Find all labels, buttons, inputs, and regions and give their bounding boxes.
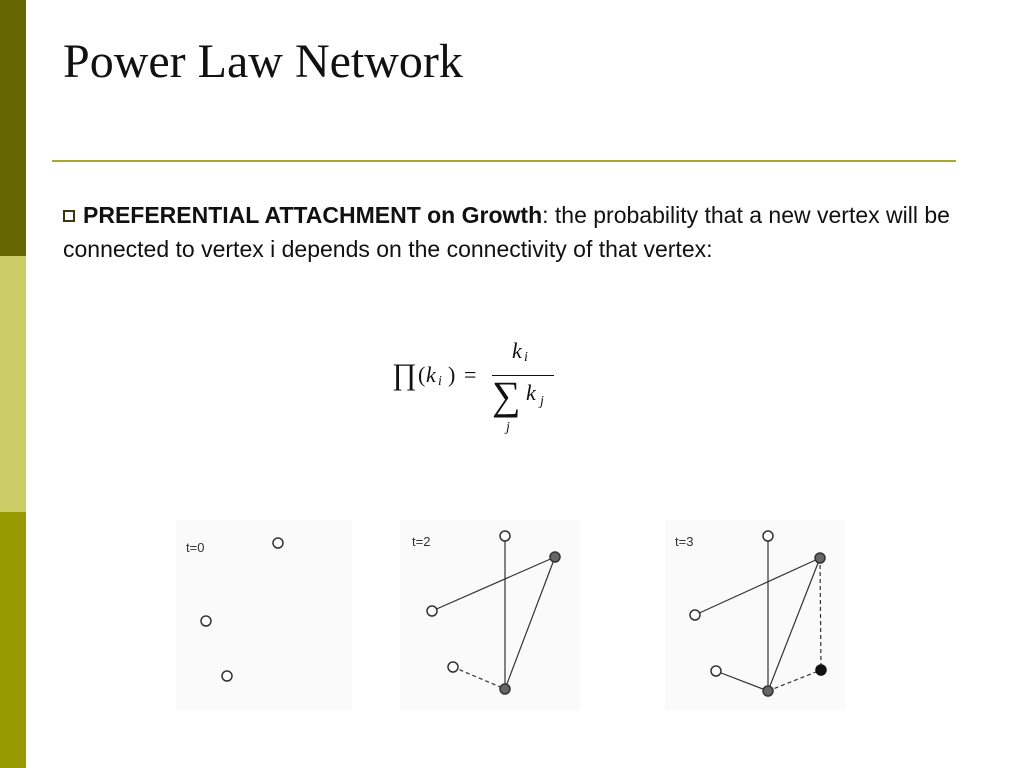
node-open [222, 671, 232, 681]
edge-dashed [453, 667, 505, 689]
node-open [448, 662, 458, 672]
formula-numerator-sub: i [524, 350, 528, 365]
node-filled [550, 552, 560, 562]
formula-denominator-sub: j [540, 394, 544, 409]
sidebar-dark-band [0, 0, 26, 256]
diagram-label-t0: t=0 [186, 540, 205, 555]
node-open [500, 531, 510, 541]
formula-numerator-var: k [512, 338, 522, 363]
sidebar-mid-band [0, 512, 26, 768]
formula-lhs-sub: i [438, 374, 442, 389]
formula-product-symbol: ∏ [392, 358, 417, 391]
diagram-label-t3: t=3 [675, 534, 694, 549]
formula-close-paren: ) [448, 362, 456, 387]
network-diagram-t3 [665, 520, 845, 710]
node-open [690, 610, 700, 620]
bullet-bold-text: PREFERENTIAL ATTACHMENT on Growth [83, 202, 543, 228]
slide-title: Power Law Network [63, 35, 463, 88]
formula-denominator-var: k [526, 380, 536, 405]
diagram-label-t2: t=2 [412, 534, 431, 549]
edge [505, 557, 555, 689]
bullet-body-text: : the probability that a new vertex will be connected to vertex i depends on the connectivity of that vertex: [63, 202, 950, 262]
formula-lhs-var: k [426, 362, 436, 387]
formula-sum-symbol: ∑ [492, 373, 521, 418]
preferential-attachment-formula [390, 338, 570, 438]
node-filled [763, 686, 773, 696]
node-filled [500, 684, 510, 694]
node-new [816, 665, 826, 675]
sidebar-light-band [0, 256, 26, 512]
node-open [763, 531, 773, 541]
formula-open-paren: ( [418, 362, 426, 387]
node-open [201, 616, 211, 626]
node-open [427, 606, 437, 616]
network-diagram-t2 [400, 520, 580, 710]
edge-dashed [820, 558, 821, 670]
node-open [711, 666, 721, 676]
edge-dashed [768, 670, 821, 691]
formula-equals: = [464, 362, 477, 387]
bullet-paragraph [63, 198, 953, 266]
formula-sum-index: j [506, 420, 510, 435]
checkbox-bullet-icon [63, 210, 75, 222]
title-divider [52, 160, 956, 162]
network-diagram-t0 [176, 520, 352, 710]
node-open [273, 538, 283, 548]
node-filled [815, 553, 825, 563]
edge [432, 557, 555, 611]
edge [716, 671, 768, 691]
